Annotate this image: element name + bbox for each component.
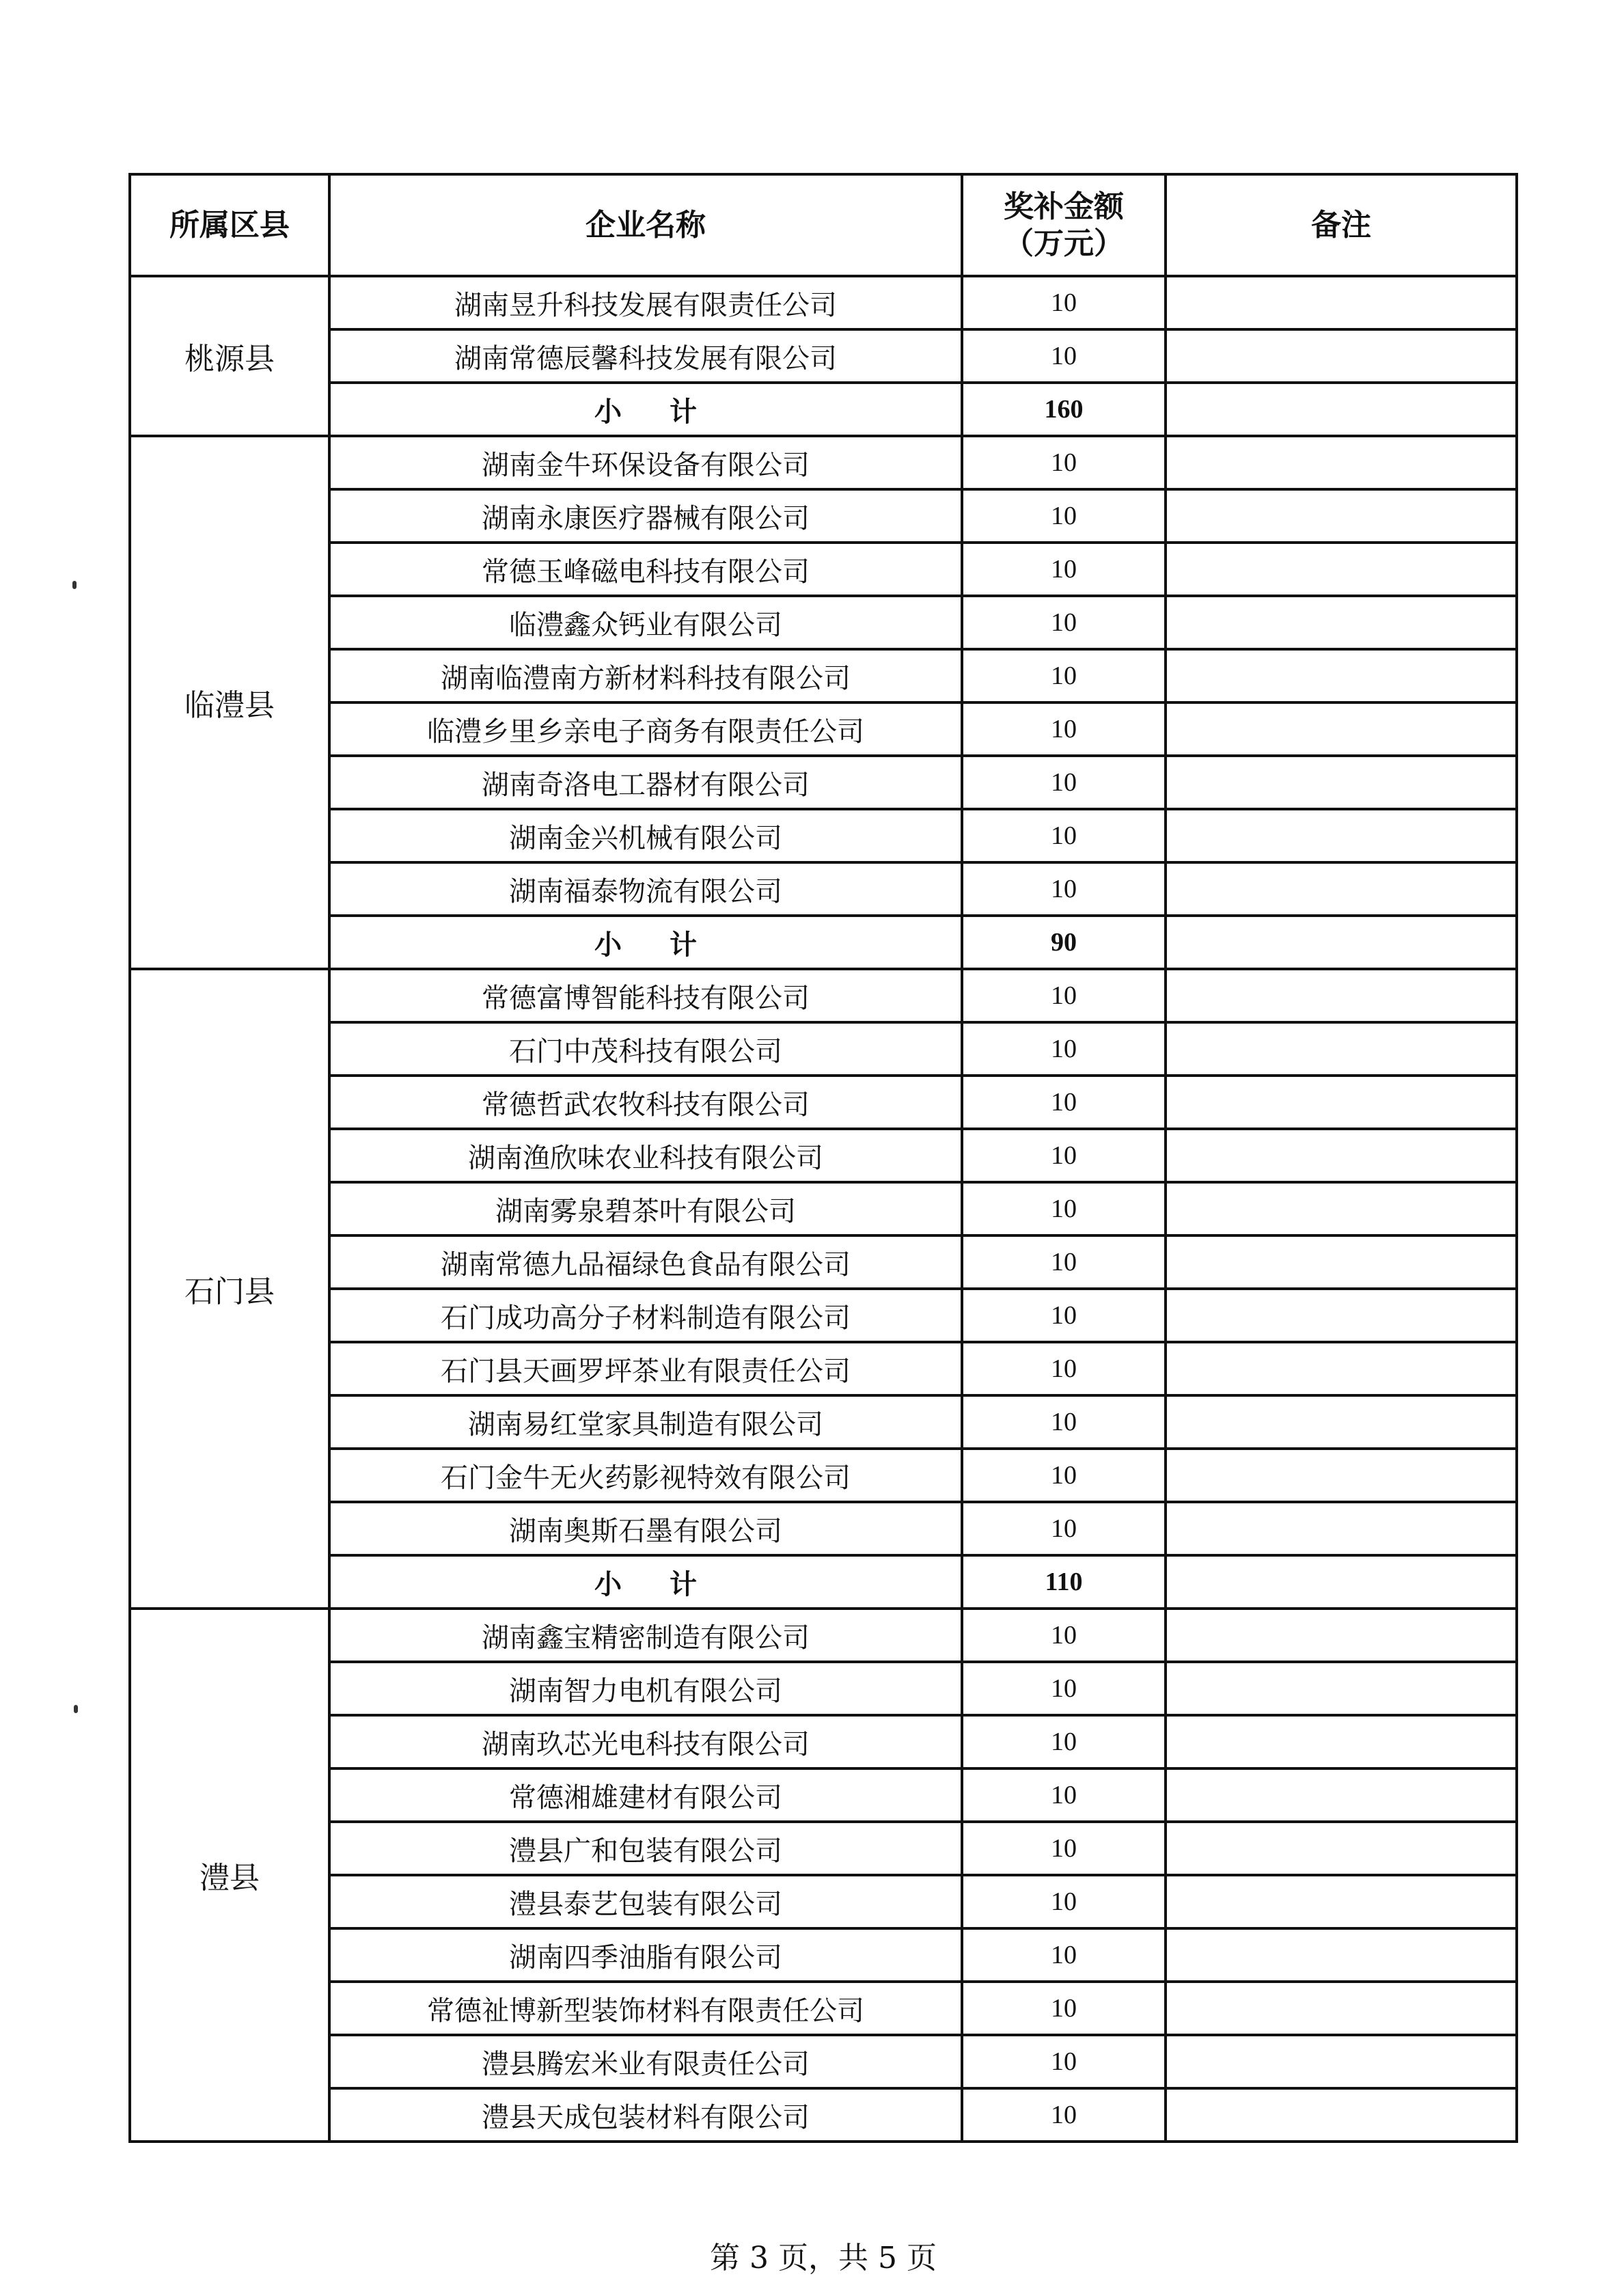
amount-cell: 10 (962, 1662, 1166, 1715)
amount-cell: 10 (962, 809, 1166, 862)
remark-cell (1166, 1182, 1517, 1235)
subtotal-row (130, 1555, 1517, 1609)
subtotal-amount: 110 (962, 1555, 1166, 1609)
table-row (130, 809, 1517, 862)
table-row (130, 1395, 1517, 1449)
remark-cell (1166, 649, 1517, 702)
company-name-cell: 澧县腾宏米业有限责任公司 (329, 2035, 962, 2088)
table-row (130, 596, 1517, 649)
table-row (130, 1822, 1517, 1875)
table-row (130, 649, 1517, 702)
amount-cell: 10 (962, 649, 1166, 702)
amount-cell: 10 (962, 543, 1166, 596)
company-name-cell: 湖南玖芯光电科技有限公司 (329, 1715, 962, 1768)
subtotal-label: 小计 (329, 383, 962, 436)
district-cell: 桃源县 (130, 276, 329, 436)
company-name-cell: 澧县天成包装材料有限公司 (329, 2088, 962, 2142)
amount-cell: 10 (962, 1076, 1166, 1129)
remark-cell (1166, 1076, 1517, 1129)
remark-cell (1166, 1609, 1517, 1662)
remark-cell (1166, 862, 1517, 916)
company-name-cell: 湖南昱升科技发展有限责任公司 (329, 276, 962, 329)
company-name-cell: 常德玉峰磁电科技有限公司 (329, 543, 962, 596)
amount-cell: 10 (962, 489, 1166, 543)
company-name-cell: 石门县天画罗坪茶业有限责任公司 (329, 1342, 962, 1395)
remark-cell (1166, 1715, 1517, 1768)
amount-cell: 10 (962, 756, 1166, 809)
amount-cell: 10 (962, 436, 1166, 489)
remark-cell (1166, 1555, 1517, 1609)
table-row (130, 1076, 1517, 1129)
company-name-cell: 石门成功高分子材料制造有限公司 (329, 1289, 962, 1342)
remark-cell (1166, 1129, 1517, 1182)
company-name-cell: 临澧乡里乡亲电子商务有限责任公司 (329, 702, 962, 756)
district-cell: 澧县 (130, 1609, 329, 2142)
company-name-cell: 常德哲武农牧科技有限公司 (329, 1076, 962, 1129)
table-row (130, 1768, 1517, 1822)
table-row (130, 2088, 1517, 2142)
table-row (130, 489, 1517, 543)
company-name-cell: 湖南四季油脂有限公司 (329, 1928, 962, 1982)
remark-cell (1166, 1982, 1517, 2035)
company-name-cell: 澧县广和包装有限公司 (329, 1822, 962, 1875)
remark-cell (1166, 596, 1517, 649)
table-row (130, 1875, 1517, 1928)
company-name-cell: 湖南智力电机有限公司 (329, 1662, 962, 1715)
table-row (130, 1289, 1517, 1342)
table-row (130, 1022, 1517, 1076)
company-name-cell: 常德湘雄建材有限公司 (329, 1768, 962, 1822)
amount-cell: 10 (962, 1129, 1166, 1182)
amount-cell: 10 (962, 1768, 1166, 1822)
header-company: 企业名称 (329, 174, 962, 276)
subtotal-label: 小计 (329, 1555, 962, 1609)
company-name-cell: 湖南鑫宝精密制造有限公司 (329, 1609, 962, 1662)
table-row (130, 1715, 1517, 1768)
subsidy-table (128, 173, 1518, 2143)
amount-cell: 10 (962, 1715, 1166, 1768)
remark-cell (1166, 702, 1517, 756)
company-name-cell: 湖南常德辰馨科技发展有限公司 (329, 329, 962, 383)
amount-cell: 10 (962, 596, 1166, 649)
table-body (130, 276, 1517, 2142)
remark-cell (1166, 1395, 1517, 1449)
company-name-cell: 湖南金兴机械有限公司 (329, 809, 962, 862)
company-name-cell: 常德富博智能科技有限公司 (329, 969, 962, 1022)
remark-cell (1166, 916, 1517, 969)
district-cell: 石门县 (130, 969, 329, 1609)
remark-cell (1166, 1449, 1517, 1502)
amount-cell: 10 (962, 276, 1166, 329)
header-amount: 奖补金额 （万元） (962, 174, 1166, 276)
table-row (130, 862, 1517, 916)
table-row (130, 2035, 1517, 2088)
company-name-cell: 临澧鑫众钙业有限公司 (329, 596, 962, 649)
remark-cell (1166, 1928, 1517, 1982)
remark-cell (1166, 1022, 1517, 1076)
amount-cell: 10 (962, 1022, 1166, 1076)
table-row (130, 1982, 1517, 2035)
amount-cell: 10 (962, 1235, 1166, 1289)
company-name-cell: 湖南永康医疗器械有限公司 (329, 489, 962, 543)
subtotal-amount: 90 (962, 916, 1166, 969)
table-row (130, 756, 1517, 809)
header-district: 所属区县 (130, 174, 329, 276)
table-row (130, 1928, 1517, 1982)
remark-cell (1166, 1875, 1517, 1928)
amount-cell: 10 (962, 2035, 1166, 2088)
remark-cell (1166, 2035, 1517, 2088)
remark-cell (1166, 1289, 1517, 1342)
amount-cell: 10 (962, 1609, 1166, 1662)
remark-cell (1166, 489, 1517, 543)
amount-cell: 10 (962, 969, 1166, 1022)
subtotal-row (130, 383, 1517, 436)
company-name-cell: 湖南临澧南方新材料科技有限公司 (329, 649, 962, 702)
header-row (130, 174, 1517, 276)
district-cell: 临澧县 (130, 436, 329, 969)
amount-cell: 10 (962, 329, 1166, 383)
amount-cell: 10 (962, 1928, 1166, 1982)
amount-cell: 10 (962, 1289, 1166, 1342)
company-name-cell: 湖南奥斯石墨有限公司 (329, 1502, 962, 1555)
remark-cell (1166, 329, 1517, 383)
amount-cell: 10 (962, 1502, 1166, 1555)
remark-cell (1166, 2088, 1517, 2142)
company-name-cell: 石门中茂科技有限公司 (329, 1022, 962, 1076)
company-name-cell: 澧县泰艺包装有限公司 (329, 1875, 962, 1928)
amount-cell: 10 (962, 702, 1166, 756)
company-name-cell: 湖南易红堂家具制造有限公司 (329, 1395, 962, 1449)
table-row (130, 329, 1517, 383)
remark-cell (1166, 1502, 1517, 1555)
amount-cell: 10 (962, 1449, 1166, 1502)
remark-cell (1166, 383, 1517, 436)
table-row (130, 276, 1517, 329)
company-name-cell: 湖南金牛环保设备有限公司 (329, 436, 962, 489)
remark-cell (1166, 809, 1517, 862)
company-name-cell: 湖南福泰物流有限公司 (329, 862, 962, 916)
company-name-cell: 石门金牛无火药影视特效有限公司 (329, 1449, 962, 1502)
remark-cell (1166, 543, 1517, 596)
amount-cell: 10 (962, 1395, 1166, 1449)
remark-cell (1166, 1235, 1517, 1289)
table-row (130, 1609, 1517, 1662)
table-row (130, 1662, 1517, 1715)
subtotal-amount: 160 (962, 383, 1166, 436)
scan-mark (72, 581, 77, 589)
remark-cell (1166, 1662, 1517, 1715)
table-row (130, 969, 1517, 1022)
company-name-cell: 湖南雾泉碧茶叶有限公司 (329, 1182, 962, 1235)
amount-cell: 10 (962, 862, 1166, 916)
table-row (130, 1129, 1517, 1182)
remark-cell (1166, 969, 1517, 1022)
subtotal-label: 小计 (329, 916, 962, 969)
amount-cell: 10 (962, 2088, 1166, 2142)
amount-cell: 10 (962, 1182, 1166, 1235)
amount-cell: 10 (962, 1982, 1166, 2035)
remark-cell (1166, 436, 1517, 489)
table-row (130, 436, 1517, 489)
table-row (130, 1502, 1517, 1555)
table-row (130, 702, 1517, 756)
subtotal-row (130, 916, 1517, 969)
company-name-cell: 常德祉博新型装饰材料有限责任公司 (329, 1982, 962, 2035)
remark-cell (1166, 756, 1517, 809)
amount-cell: 10 (962, 1342, 1166, 1395)
amount-cell: 10 (962, 1875, 1166, 1928)
company-name-cell: 湖南渔欣味农业科技有限公司 (329, 1129, 962, 1182)
table-row (130, 1449, 1517, 1502)
company-name-cell: 湖南奇洛电工器材有限公司 (329, 756, 962, 809)
company-name-cell: 湖南常德九品福绿色食品有限公司 (329, 1235, 962, 1289)
amount-cell: 10 (962, 1822, 1166, 1875)
remark-cell (1166, 276, 1517, 329)
scan-mark (74, 1705, 78, 1713)
remark-cell (1166, 1822, 1517, 1875)
table-row (130, 1342, 1517, 1395)
remark-cell (1166, 1342, 1517, 1395)
page-footer: 第 3 页，共 5 页 (710, 2241, 937, 2276)
table-row (130, 543, 1517, 596)
remark-cell (1166, 1768, 1517, 1822)
table-row (130, 1235, 1517, 1289)
table-row (130, 1182, 1517, 1235)
header-remark: 备注 (1166, 174, 1517, 276)
